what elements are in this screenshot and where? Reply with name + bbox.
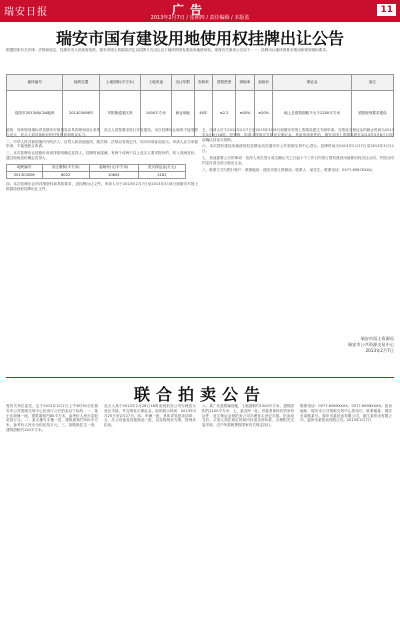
lot-header-cell: 起始价 <box>254 75 273 91</box>
lot-header-cell: 建筑密度 <box>213 75 236 91</box>
body-paragraph: 二、中华人民共和国境内外的法人、自然人和其他组织，除法律、法规另有规定外，均可申请参加竞买。申请人应当单独申请，不接受联合申请。 <box>6 139 198 149</box>
body-left-more-paragraphs <box>6 182 198 192</box>
auction-column-1 <box>6 404 98 628</box>
lot-cell: ≤45% <box>236 91 255 137</box>
notice-body-left <box>6 128 198 365</box>
table-row <box>7 164 186 171</box>
newspaper-logo: 瑞安日报 <box>4 7 48 18</box>
lot-cell: 2013C0006号 <box>63 91 99 137</box>
reserve-table <box>6 164 186 179</box>
body-paragraph: 八、联系方式与银行账户：联系地址：瑞安市国土资源局；联系人：某先生；联系电话：0577-6587XXXX。 <box>202 167 376 172</box>
issue-info: 2013年2月7日 / 星期四 / 责任编辑 / 本版监 <box>150 15 250 21</box>
auction-column-2 <box>104 404 196 628</box>
lot-cell: 地上总建筑面积不大于2200平方米 <box>273 91 351 137</box>
body-paragraph: 四、本次挂牌出让的详细资料和具体要求，见挂牌出让文件。申请人可于2013年2月7日至2013年3月8日到瑞安市国土资源局获取挂牌出让文件。 <box>6 181 198 191</box>
reserve-cell: 起始价(元/平方米) <box>89 164 138 171</box>
lot-header-cell: 土地面积(平方米) <box>99 75 140 91</box>
lot-cell: 须按规划要求建设 <box>351 91 393 137</box>
auction-title: 联合拍卖公告 <box>133 385 266 404</box>
lot-cell: 商业用地 <box>171 91 194 137</box>
signature-line: 瑞安市国土资源局 <box>360 336 394 341</box>
table-row <box>7 171 186 178</box>
lot-header-cell: 土地用途 <box>141 75 172 91</box>
body-paragraph: 三、本次挂牌出让按照价高者得原则确定竞得人。挂牌时间届满，有两个或两个以上竞买人要求报价的，转入现场竞价，通过现场竞价确定竞得人。 <box>6 151 198 160</box>
notice-body-right <box>202 128 394 365</box>
body-paragraph: 七、其他需要公告的事项：竞得人须在签订成交确认书之日起十个工作日内签订国有建设用地使用权出让合同，并按合同约定付清全部土地出让金。 <box>202 155 394 165</box>
notice-signature <box>284 336 394 354</box>
body-paragraph: 五、申请人可于2013年2月7日至2013年3月8日到瑞安市国土资源局提交书面申请。交纳竞买保证金的截止时间为2013年3月8日16时。经审核，申请人按规定交纳竞买保证金，具备申请条件的，瑞安市国土资源局将在2013年3月8日17时前确认其竞买资格。 <box>202 128 394 142</box>
lot-cell: 瑞安市2013(B)C04地块 <box>7 91 63 137</box>
masthead <box>0 0 400 22</box>
reserve-cell: 2013C0006 <box>7 171 43 178</box>
section-divider <box>6 377 394 378</box>
reserve-cell: 6022 <box>42 171 89 178</box>
lot-header-cell: 地块编号 <box>7 75 63 91</box>
reserve-cell: 竞买保证金(万元) <box>138 164 185 171</box>
notice-intro: 根据国家有关法律、法规和规定，经瑞安市人民政府批准，瑞安市国土资源局决定以挂牌方式出让以下地块的国有建设用地使用权。现将有关事项公告如下：一、挂牌出让地块的基本情况和规划指标要求。 <box>6 48 330 52</box>
lot-cell: 40年 <box>194 91 212 137</box>
auction-column-3 <box>202 404 294 628</box>
body-right-paragraphs <box>202 128 394 172</box>
auction-text-1: 受有关单位委托，定于2013年3月1日上午9时30分在瑞安市公共资源交易中心拍卖厅公开拍卖以下标的：一、某小区商铺一间，建筑面积约85平方米，参考价人民币壹佰贰拾万元；二、某大楼写字楼一层，建筑面积约320平方米，参考价人民币叁佰伍拾万元；三、某路段住宅一套，建筑面积约120平方米。 <box>6 404 98 432</box>
auction-text-2: 竞买人须于2013年2月28日16时前到拍卖公司办理竞买登记手续，并交纳竞买保证金。标的展示时间：2013年2月25日至2月27日。四、车辆一批，具体详见拍卖清单；五、办公设备及其他物品一批，以实物现状为准，按现状拍卖。 <box>104 404 196 428</box>
lot-header-cell: 容积率 <box>194 75 212 91</box>
lot-cell: 安阳街道某区块 <box>99 91 140 137</box>
reserve-table-body <box>7 164 186 178</box>
lot-header-cell: 保证金 <box>273 75 351 91</box>
lot-cell: ≤2.2 <box>213 91 236 137</box>
auction-text-3: 六、某厂房及附属设施，土地面积约1500平方米，建筑面积约2100平方米；七、某仓库一处。有意者请持有效身份证件、竞买保证金到拍卖公司办理竞买登记手续。拍卖成交后，买受人须在规定时间内付清全部价款，办理相关交接手续，过户所需税费按国家有关规定执行。 <box>202 404 294 428</box>
signature-line: 瑞安市公共资源交易中心 <box>347 342 394 347</box>
reserve-cell: 10803 <box>89 171 138 178</box>
lot-header-cell: 出让年限 <box>171 75 194 91</box>
lot-cell: 1000平方米 <box>141 91 172 137</box>
reserve-cell: 2181 <box>138 171 185 178</box>
body-paragraph: 六、本次国有建设用地使用权挂牌活动在瑞安市公共资源交易中心进行。挂牌时间为2013年2月27日至2013年3月11日。 <box>202 144 394 154</box>
signature-line: 2013年2月7日 <box>365 348 394 353</box>
lot-header-cell: 地块位置 <box>63 75 99 91</box>
lot-cell: ≥20% <box>254 91 273 137</box>
body-left-paragraphs <box>6 128 198 161</box>
section-title: 广告 <box>172 3 209 17</box>
reserve-cell: 出让面积(平方米) <box>42 164 89 171</box>
body-paragraph: 说明：具体规划指标详见瑞安市规划局出具的规划设计条件，竞买人须按要求进行开发建设。本次挂牌出让地块不接受联合竞买，竞买人须具备相应的开发资质和资金实力。 <box>6 128 198 137</box>
lot-header-cell: 备注 <box>351 75 393 91</box>
auction-column-4 <box>300 404 392 628</box>
page-number: 11 <box>377 4 396 16</box>
auction-text-4: 联系电话：0577-6589XXXX、0577-6598XXXX。拍卖地址：瑞安市公共资源交易中心拍卖厅。联系地址：瑞安市某路某号。瑞安市某拍卖有限公司，浙江某拍卖有限公司，温州市某拍卖有限公司。2013年2月7日 <box>300 404 392 423</box>
reserve-cell: 地块编号 <box>7 164 43 171</box>
lot-header-cell: 绿地率 <box>236 75 255 91</box>
lot-table-header <box>7 75 394 91</box>
notice-title: 瑞安市国有建设用地使用权挂牌出让公告 <box>55 29 344 48</box>
